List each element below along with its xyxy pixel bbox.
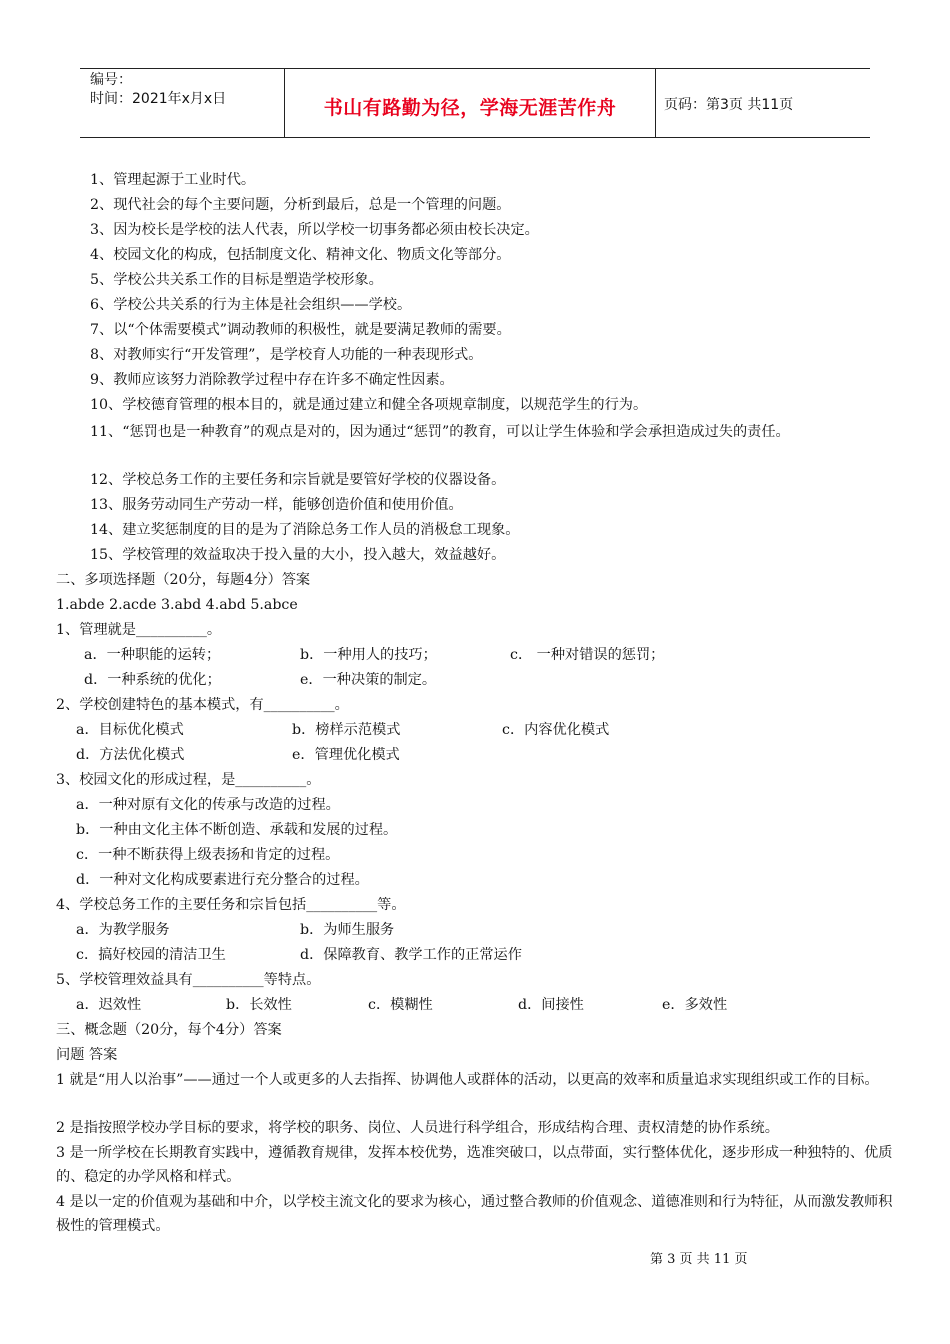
motto: 书山有路勤为径，学海无涯苦作舟: [323, 97, 617, 119]
option-c: c． 一种对错误的惩罚；: [510, 647, 665, 663]
judgment-item: 1、管理起源于工业时代。: [90, 172, 256, 188]
judgment-item: 15、学校管理的效益取决于投入量的大小，投入越大，效益越好。: [90, 547, 506, 563]
judgment-item: 11、“惩罚也是一种教育”的观点是对的，因为通过“惩罚”的教育，可以让学生体验和学会承担造成过失的责任。: [90, 424, 790, 440]
option-d: d．方法优化模式: [76, 747, 185, 763]
page-footer: 第 3 页 共 11 页: [650, 1252, 748, 1267]
header-info-cell: [80, 69, 284, 137]
option-b: b．为师生服务: [300, 922, 395, 938]
answer-key: 1.abde 2.acde 3.abd 4.abd 5.abce: [56, 597, 298, 613]
judgment-item: 12、学校总务工作的主要任务和宗旨就是要管好学校的仪器设备。: [90, 472, 506, 488]
option-c: c．内容优化模式: [502, 722, 610, 738]
option-a: a．一种职能的运转；: [84, 647, 221, 663]
question-stem: 5、学校管理效益具有__________等特点。: [56, 972, 321, 988]
judgment-item: 4、校园文化的构成，包括制度文化、精神文化、物质文化等部分。: [90, 247, 511, 263]
judgment-item: 9、教师应该努力消除教学过程中存在许多不确定性因素。: [90, 372, 454, 388]
judgment-item: 2、现代社会的每个主要问题，分析到最后，总是一个管理的问题。: [90, 197, 511, 213]
judgment-item: 14、建立奖惩制度的目的是为了消除总务工作人员的消极怠工现象。: [90, 522, 520, 538]
option-d: d．间接性: [518, 997, 584, 1013]
option-d: d．一种系统的优化；: [84, 672, 221, 688]
header-page-cell: [654, 69, 870, 137]
option-c: c．模糊性: [368, 997, 433, 1013]
option-c: c．搞好校园的清洁卫生: [76, 947, 226, 963]
section-title: 三、概念题（20分，每个4分）答案: [56, 1022, 282, 1038]
option-a: a．一种对原有文化的传承与改造的过程。: [76, 797, 340, 813]
question-stem: 2、学校创建特色的基本模式，有__________。: [56, 697, 349, 713]
option-d: d．保障教育、教学工作的正常运作: [300, 947, 522, 963]
option-b: b．长效性: [226, 997, 292, 1013]
option-e: e．管理优化模式: [292, 747, 400, 763]
option-a: a．目标优化模式: [76, 722, 184, 738]
judgment-item: 8、对教师实行“开发管理”，是学校育人功能的一种表现形式。: [90, 347, 483, 363]
judgment-item: 3、因为校长是学校的法人代表，所以学校一切事务都必须由校长决定。: [90, 222, 539, 238]
concept-answer: 2 是指按照学校办学目标的要求，将学校的职务、岗位、人员进行科学组合，形成结构合理、责权清楚的协作系统。: [56, 1120, 779, 1136]
option-c: c．一种不断获得上级表扬和肯定的过程。: [76, 847, 340, 863]
option-b: b．一种由文化主体不断创造、承载和发展的过程。: [76, 822, 398, 838]
section-title: 二、多项选择题（20分，每题4分）答案: [56, 572, 311, 588]
header-motto-cell: [284, 69, 656, 137]
judgment-item: 7、以“个体需要模式”调动教师的积极性，就是要满足教师的需要。: [90, 322, 511, 338]
option-e: e．一种决策的制定。: [300, 672, 437, 688]
number-label: 编号：: [90, 72, 132, 88]
option-b: b．一种用人的技巧；: [300, 647, 437, 663]
option-a: a．为教学服务: [76, 922, 170, 938]
judgment-item: 5、学校公共关系工作的目标是塑造学校形象。: [90, 272, 383, 288]
option-e: e．多效性: [662, 997, 728, 1013]
concept-answer: 4 是以一定的价值观为基础和中介，以学校主流文化的要求为核心，通过整合教师的价值观念、道德准则和行为特征，从而激发教师积极性的管理模式。: [56, 1194, 893, 1234]
concept-answer: 1 就是“用人以治事”——通过一个人或更多的人去指挥、协调他人或群体的活动，以更高的效率和质量追求实现组织或工作的目标。: [56, 1072, 879, 1088]
question-stem: 3、校园文化的形成过程，是__________。: [56, 772, 321, 788]
concept-answer: 3 是一所学校在长期教育实践中，遵循教育规律，发挥本校优势，选准突破口，以点带面，实行整体优化，逐步形成一种独特的、优质的、稳定的办学风格和样式。: [56, 1145, 893, 1185]
page-number-label: 页码：第3页 共11页: [664, 97, 794, 113]
option-d: d．一种对文化构成要素进行充分整合的过程。: [76, 872, 369, 888]
page-header: [80, 68, 870, 138]
option-b: b．榜样示范模式: [292, 722, 401, 738]
judgment-item: 13、服务劳动同生产劳动一样，能够创造价值和使用价值。: [90, 497, 463, 513]
time-label: 时间：2021年x月x日: [90, 91, 227, 107]
judgment-item: 6、学校公共关系的行为主体是社会组织——学校。: [90, 297, 412, 313]
option-a: a．迟效性: [76, 997, 142, 1013]
question-stem: 4、学校总务工作的主要任务和宗旨包括__________等。: [56, 897, 406, 913]
judgment-item: 10、学校德育管理的根本目的，就是通过建立和健全各项规章制度，以规范学生的行为。: [90, 397, 648, 413]
question-stem: 1、管理就是__________。: [56, 622, 222, 638]
table-header: 问题 答案: [56, 1047, 118, 1063]
